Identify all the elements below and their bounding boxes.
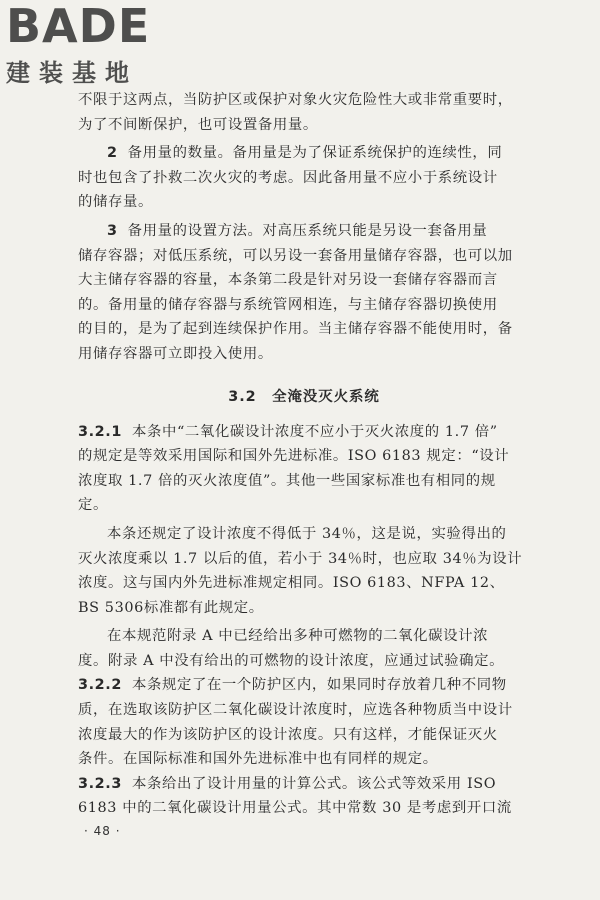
clause-3-2-1-line: 3.2.1 本条中“二氧化碳设计浓度不应小于灭火浓度的 1.7 倍” (78, 423, 498, 440)
text-line: 质，在选取该防护区二氧化碳设计浓度时，应选各种物质当中设计 (78, 702, 513, 719)
text-line: 浓度取 1.7 倍的灭火浓度值”。其他一些国家标准也有相同的规 (78, 472, 496, 489)
item-number: 2 (107, 145, 118, 162)
item-2-line: 2 备用量的数量。备用量是为了保证系统保护的连续性，同 (107, 145, 503, 162)
text-line: 定。 (78, 497, 108, 514)
text-line: 的目的，是为了起到连续保护作用。当主储存容器不能使用时，备 (78, 321, 513, 338)
page-body (78, 88, 530, 821)
clause-3-2-2-line: 3.2.2 本条规定了在一个防护区内，如果同时存放着几种不同物 (78, 677, 507, 694)
logo-subtitle: 建装基地 (6, 59, 138, 87)
text-line: 条件。在国际标准和国外先进标准中也有同样的规定。 (78, 751, 438, 768)
item-number: 3 (107, 222, 118, 239)
clause-number: 3.2.1 (78, 423, 122, 440)
page-number: · 48 · (84, 824, 121, 838)
logo-mark: BADE (6, 0, 151, 53)
text-line: 浓度。这与国内外先进标准规定相同。ISO 6183、NFPA 12、 (78, 575, 505, 592)
text-line: 本条还规定了设计浓度不得低于 34％，这是说，实验得出的 (107, 525, 507, 542)
bade-watermark-logo (6, 2, 176, 94)
text-line: 灭火浓度乘以 1.7 以后的值，若小于 34％时，也应取 34％为设计 (78, 550, 523, 567)
clause-3-2-3-line: 3.2.3 本条给出了设计用量的计算公式。该公式等效采用 ISO (78, 775, 497, 792)
section-heading: 3.2 全淹没灭火系统 (228, 388, 380, 405)
text-line: 用储存容器可立即投入使用。 (78, 345, 273, 362)
text-line: 时也包含了扑救二次火灾的考虑。因此备用量不应小于系统设计 (78, 169, 498, 186)
text-line: 6183 中的二氧化碳设计用量公式。其中常数 30 是考虑到开口流 (78, 800, 512, 817)
text-line: 为了不间断保护，也可设置备用量。 (78, 116, 318, 133)
item-3-line: 3 备用量的设置方法。对高压系统只能是另设一套备用量 (107, 222, 488, 239)
text-line: 大主储存容器的容量，本条第二段是针对另设一套储存容器而言 (78, 272, 498, 289)
text-line: 的储存量。 (78, 194, 153, 211)
text-line: 浓度最大的作为该防护区的设计浓度。只有这样，才能保证灭火 (78, 726, 498, 743)
clause-number: 3.2.3 (78, 775, 122, 792)
text-line: 的规定是等效采用国际和国外先进标准。ISO 6183 规定：“设计 (78, 448, 510, 465)
text-line: 不限于这两点，当防护区或保护对象火灾危险性大或非常重要时， (78, 92, 513, 108)
text-line: 储存容器；对低压系统，可以另设一套备用量储存容器，也可以加 (78, 247, 513, 264)
text-line: 度。附录 A 中没有给出的可燃物的设计浓度，应通过试验确定。 (78, 652, 505, 669)
text-line: BS 5306标准都有此规定。 (78, 599, 264, 616)
clause-number: 3.2.2 (78, 677, 122, 694)
text-line: 的。备用量的储存容器与系统管网相连，与主储存容器切换使用 (78, 296, 498, 313)
text-line: 在本规范附录 A 中已经给出多种可燃物的二氧化碳设计浓 (107, 628, 489, 645)
